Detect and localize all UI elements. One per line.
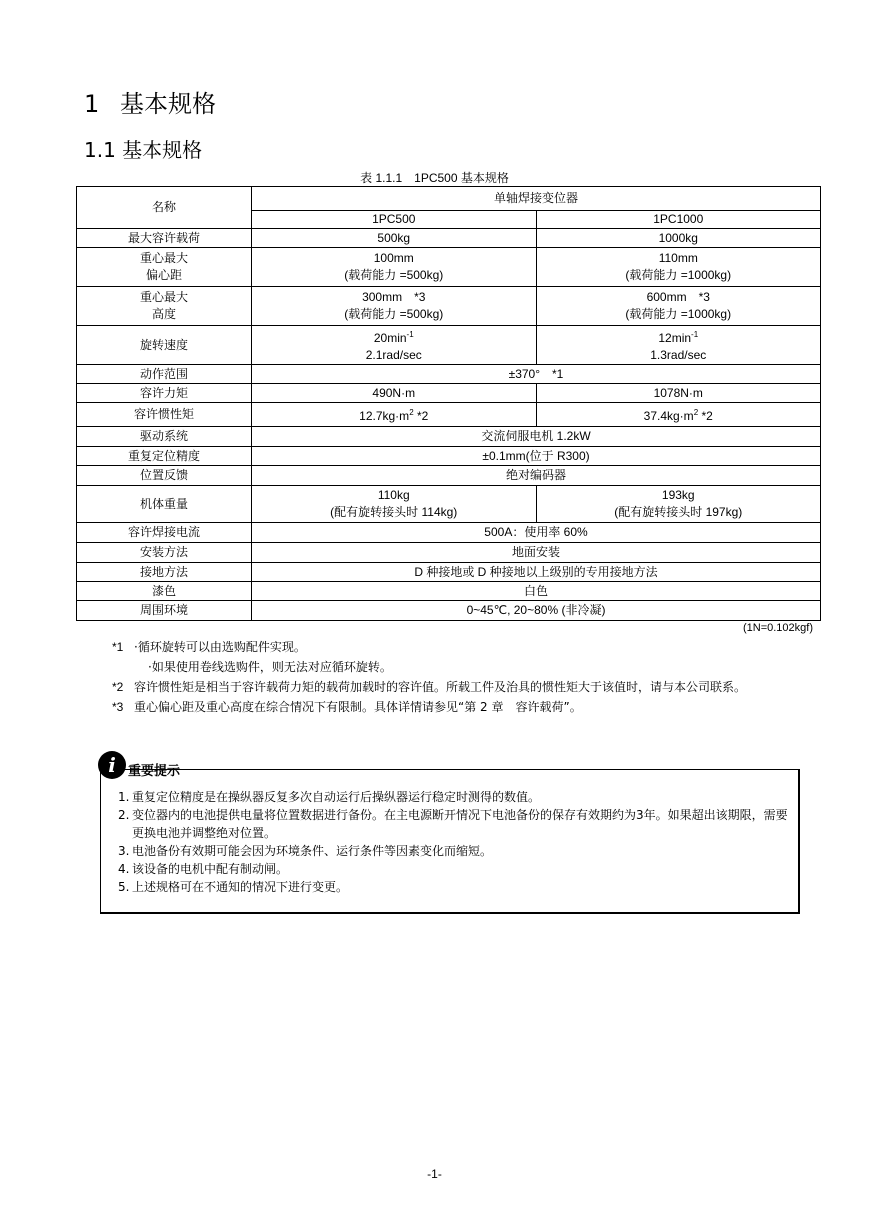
cell-merged: 白色 xyxy=(252,582,821,601)
row-name-line: 重心最大 xyxy=(139,290,188,304)
footnote-3 xyxy=(112,697,822,717)
item-number: 3. xyxy=(118,844,130,858)
footnote-mark: *3 xyxy=(112,700,124,714)
footnotes xyxy=(112,637,822,717)
table-row xyxy=(77,326,821,365)
row-name: 容许力矩 xyxy=(77,384,252,403)
speed-value: 20min xyxy=(373,331,407,345)
footnote-text: 容许惯性矩是相当于容许载荷力矩的载荷加载时的容许值。所载工件及治具的惯性矩大于该值时，请与本公司联系。 xyxy=(134,680,747,694)
section-heading: 1.1 基本规格 xyxy=(84,138,203,162)
footnote-text: 重心偏心距及重心高度在综合情况下有限制。具体详情请参见“第 2 章 容许载荷”。 xyxy=(134,700,582,714)
row-name: 旋转速度 xyxy=(77,326,252,365)
footnote-text: ·如果使用卷线选购件，则无法对应循环旋转。 xyxy=(148,660,392,674)
table-row xyxy=(77,486,821,523)
item-number: 2. xyxy=(118,808,130,822)
cell-line: 110mm xyxy=(658,251,698,265)
row-name xyxy=(77,287,252,326)
row-name: 位置反馈 xyxy=(77,466,252,486)
note-ref: *2 xyxy=(413,409,429,423)
item-text: 电池备份有效期可能会因为环境条件、运行条件等因素变化而缩短。 xyxy=(132,844,493,858)
table-row xyxy=(77,543,821,563)
cell-line: (配有旋转接头时 114kg) xyxy=(330,505,458,519)
info-icon: i xyxy=(98,751,126,779)
row-name-line: 高度 xyxy=(151,307,176,321)
table-row xyxy=(77,563,821,582)
cell-line: (载荷能力 =500kg) xyxy=(344,268,444,282)
row-name: 最大容许载荷 xyxy=(77,229,252,248)
cell-line xyxy=(539,326,819,347)
row-name-line: 重心最大 xyxy=(139,251,188,265)
cell-line: 1.3rad/sec xyxy=(650,348,707,362)
exponent: 2 xyxy=(693,408,699,417)
cell-line: 100mm xyxy=(373,251,414,265)
chapter-title: 基本规格 xyxy=(120,90,216,118)
spec-table xyxy=(76,186,821,621)
cell-merged: 500A：使用率 60% xyxy=(252,523,821,543)
row-name: 接地方法 xyxy=(77,563,252,582)
cell-merged: 地面安装 xyxy=(252,543,821,563)
chapter-heading xyxy=(84,84,216,119)
table-row xyxy=(77,523,821,543)
cell-a: 490N·m xyxy=(252,384,537,403)
inertia-value: 12.7kg·m xyxy=(359,409,410,423)
page-number: -1- xyxy=(427,1167,442,1181)
list-item xyxy=(118,788,793,806)
row-name: 机体重量 xyxy=(77,486,252,523)
footnote-mark: *2 xyxy=(112,680,124,694)
row-name: 容许惯性矩 xyxy=(77,403,252,427)
table-row xyxy=(77,447,821,466)
item-number: 1. xyxy=(118,790,130,804)
cell-line: 2.1rad/sec xyxy=(365,348,422,362)
cell-merged: 0~45℃, 20~80% (非冷凝) xyxy=(252,601,821,621)
item-text: 重复定位精度是在操纵器反复多次自动运行后操纵器运行稳定时测得的数值。 xyxy=(132,790,541,804)
model-a-header: 1PC500 xyxy=(252,211,537,229)
cell-b: 1000kg xyxy=(536,229,821,248)
list-item xyxy=(118,860,793,878)
cell-a: 500kg xyxy=(252,229,537,248)
name-header: 名称 xyxy=(77,187,252,229)
table-row xyxy=(77,248,821,287)
item-text: 变位器内的电池提供电量将位置数据进行备份。在主电源断开情况下电池备份的保存有效期约为3年。如果超出该期限，需要更换电池并调整绝对位置。 xyxy=(132,808,788,840)
cell-line: (载荷能力 =1000kg) xyxy=(625,268,732,282)
cell-line: (载荷能力 =500kg) xyxy=(344,307,444,321)
table-row xyxy=(77,601,821,621)
table-row xyxy=(77,582,821,601)
footnote-mark: *1 xyxy=(112,640,124,654)
item-number: 5. xyxy=(118,880,130,894)
row-name: 容许焊接电流 xyxy=(77,523,252,543)
important-header xyxy=(98,751,180,779)
cell-a xyxy=(252,248,537,287)
row-name: 安装方法 xyxy=(77,543,252,563)
model-b-header: 1PC1000 xyxy=(536,211,821,229)
cell-merged: 绝对编码器 xyxy=(252,466,821,486)
note-ref: *2 xyxy=(698,409,713,423)
cell-a xyxy=(252,486,537,523)
footnote-2 xyxy=(112,677,822,697)
exponent: -1 xyxy=(691,330,699,339)
cell-line: (配有旋转接头时 197kg) xyxy=(614,505,743,519)
table-row xyxy=(77,365,821,384)
footnote-1 xyxy=(112,637,822,677)
cell-merged: ±370° *1 xyxy=(252,365,821,384)
table-row xyxy=(77,403,821,427)
cell-line: 193kg xyxy=(661,488,695,502)
item-number: 4. xyxy=(118,862,130,876)
row-name: 重复定位精度 xyxy=(77,447,252,466)
table-row xyxy=(77,466,821,486)
important-box xyxy=(100,769,800,914)
cell-b xyxy=(536,326,821,365)
item-text: 该设备的电机中配有制动闸。 xyxy=(132,862,289,876)
group-header: 单轴焊接变位器 xyxy=(252,187,821,211)
table-caption: 表 1.1.1 1PC500 基本规格 xyxy=(360,171,509,185)
cell-b xyxy=(536,403,821,427)
list-item xyxy=(118,842,793,860)
table-row xyxy=(77,384,821,403)
table-row xyxy=(77,427,821,447)
cell-merged: 交流伺服电机 1.2kW xyxy=(252,427,821,447)
cell-line: 300mm *3 xyxy=(362,290,426,304)
cell-a xyxy=(252,403,537,427)
important-list xyxy=(118,788,793,896)
cell-a xyxy=(252,287,537,326)
chapter-number: 1 xyxy=(84,90,100,118)
table-row xyxy=(77,229,821,248)
exponent: 2 xyxy=(409,408,414,417)
list-item xyxy=(118,878,793,896)
cell-line: 110kg xyxy=(377,488,410,502)
row-name xyxy=(77,248,252,287)
table-row xyxy=(77,187,821,211)
item-text: 上述规格可在不通知的情况下进行变更。 xyxy=(132,880,349,894)
cell-b xyxy=(536,248,821,287)
row-name-line: 偏心距 xyxy=(145,268,182,282)
footnote-text: ·循环旋转可以由选购配件实现。 xyxy=(134,640,306,654)
cell-line: (载荷能力 =1000kg) xyxy=(625,307,732,321)
row-name: 漆色 xyxy=(77,582,252,601)
unit-note: (1N=0.102kgf) xyxy=(742,622,813,634)
cell-b: 1078N·m xyxy=(536,384,821,403)
row-name: 动作范围 xyxy=(77,365,252,384)
cell-b xyxy=(536,287,821,326)
important-label: 重要提示 xyxy=(128,763,181,779)
table-row xyxy=(77,287,821,326)
row-name: 驱动系统 xyxy=(77,427,252,447)
list-item xyxy=(118,806,793,842)
cell-line: 600mm *3 xyxy=(646,290,710,304)
row-name: 周围环境 xyxy=(77,601,252,621)
cell-merged: ±0.1mm(位于 R300) xyxy=(252,447,821,466)
inertia-value: 37.4kg·m xyxy=(643,409,694,423)
cell-a xyxy=(252,326,537,365)
cell-b xyxy=(536,486,821,523)
speed-value: 12min xyxy=(658,331,692,345)
cell-line xyxy=(254,326,534,347)
cell-merged: D 种接地或 D 种接地以上级别的专用接地方法 xyxy=(252,563,821,582)
exponent: -1 xyxy=(406,330,414,339)
